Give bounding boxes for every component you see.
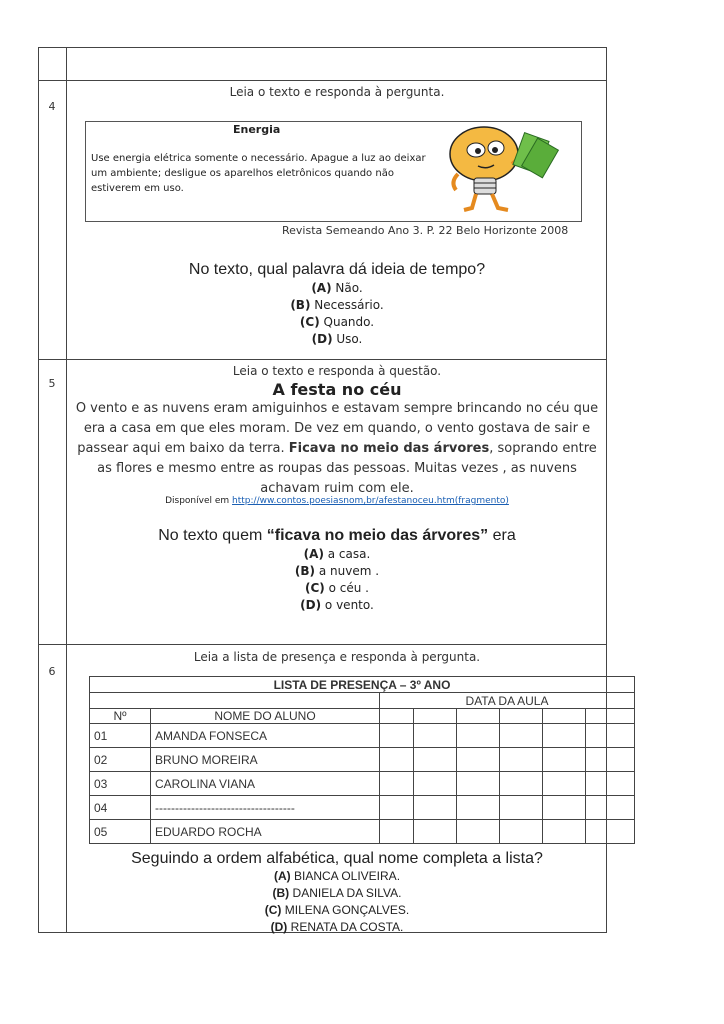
question-text: No texto quem “ficava no meio das árvores” era (158, 527, 516, 544)
column-header-number: Nº (90, 709, 151, 724)
question-number: 4 (48, 100, 56, 113)
question-instruction: Leia a lista de presença e responda à pergunta. (193, 650, 481, 664)
answer-option[interactable]: (B) DANIELA DA SILVA. (272, 886, 402, 900)
table-row: 05 EDUARDO ROCHA (90, 820, 635, 844)
question-number: 5 (48, 377, 56, 390)
table-row: 03 CAROLINA VIANA (90, 772, 635, 796)
row-divider (38, 80, 607, 81)
story-text: O vento e as nuvens eram amiguinhos e estavam sempre brincando no céu que era a casa em que eles moram. De vez em quando, o vento gostava de sair e passear aqui em baixo da terra. Ficava no meio das árvores, soprando entre as flores e mesmo entre as roupas das pessoas. Muitas vezes , as nuvens achavam ruim com ele. (75, 401, 599, 496)
answer-options (67, 868, 607, 936)
answer-option[interactable]: (B) Necessário. (290, 298, 384, 312)
table-row: 01 AMANDA FONSECA (90, 724, 635, 748)
question-text: No texto, qual palavra dá ideia de tempo? (188, 261, 486, 278)
text-source: Revista Semeando Ano 3. P. 22 Belo Horizonte 2008 (282, 224, 569, 237)
answer-option[interactable]: (A) a casa. (303, 547, 371, 561)
text-title: A festa no céu (272, 380, 402, 399)
answer-options (67, 280, 607, 348)
energy-box-title: Energia (233, 123, 281, 136)
question-text: Seguindo a ordem alfabética, qual nome completa a lista? (131, 850, 543, 867)
answer-option[interactable]: (C) MILENA GONÇALVES. (264, 903, 410, 917)
row-divider (38, 359, 607, 360)
date-header: DATA DA AULA (380, 693, 635, 709)
number-column-divider (66, 47, 67, 933)
answer-option[interactable]: (C) Quando. (299, 315, 375, 329)
column-header-name: NOME DO ALUNO (151, 709, 380, 724)
answer-option[interactable]: (C) o céu . (305, 581, 369, 595)
answer-option[interactable]: (D) Uso. (311, 332, 363, 346)
answer-option[interactable]: (A) Não. (311, 281, 363, 295)
table-row: 04 ----------------------------------- (90, 796, 635, 820)
energy-box-text: Use energia elétrica somente o necessário. Apague a luz ao deixar um ambiente; desligue os aparelhos eletrônicos quando não estiverem em uso. (91, 153, 426, 194)
answer-option[interactable]: (A) BIANCA OLIVEIRA. (273, 869, 401, 883)
question-instruction: Leia o texto e responda à questão. (232, 364, 442, 378)
text-source: Disponível em http://ww.contos.poesiasnom,br/afestanoceu.htm(fragmento) (165, 496, 509, 506)
table-row: 02 BRUNO MOREIRA (90, 748, 635, 772)
question-number: 6 (48, 665, 56, 678)
answer-option[interactable]: (B) a nuvem . (294, 564, 380, 578)
attendance-table (89, 676, 635, 844)
question-instruction: Leia o texto e responda à pergunta. (229, 85, 445, 99)
answer-option[interactable]: (D) RENATA DA COSTA. (270, 920, 404, 934)
answer-option[interactable]: (D) o vento. (300, 598, 374, 612)
answer-options (67, 546, 607, 614)
table-title: LISTA DE PRESENÇA – 3º ANO (90, 677, 635, 693)
source-link[interactable]: http://ww.contos.poesiasnom,br/afestanoceu.htm(fragmento) (232, 496, 509, 506)
lightbulb-mascot-illustration (438, 124, 560, 212)
table-spacer (90, 693, 380, 709)
row-divider (38, 644, 607, 645)
